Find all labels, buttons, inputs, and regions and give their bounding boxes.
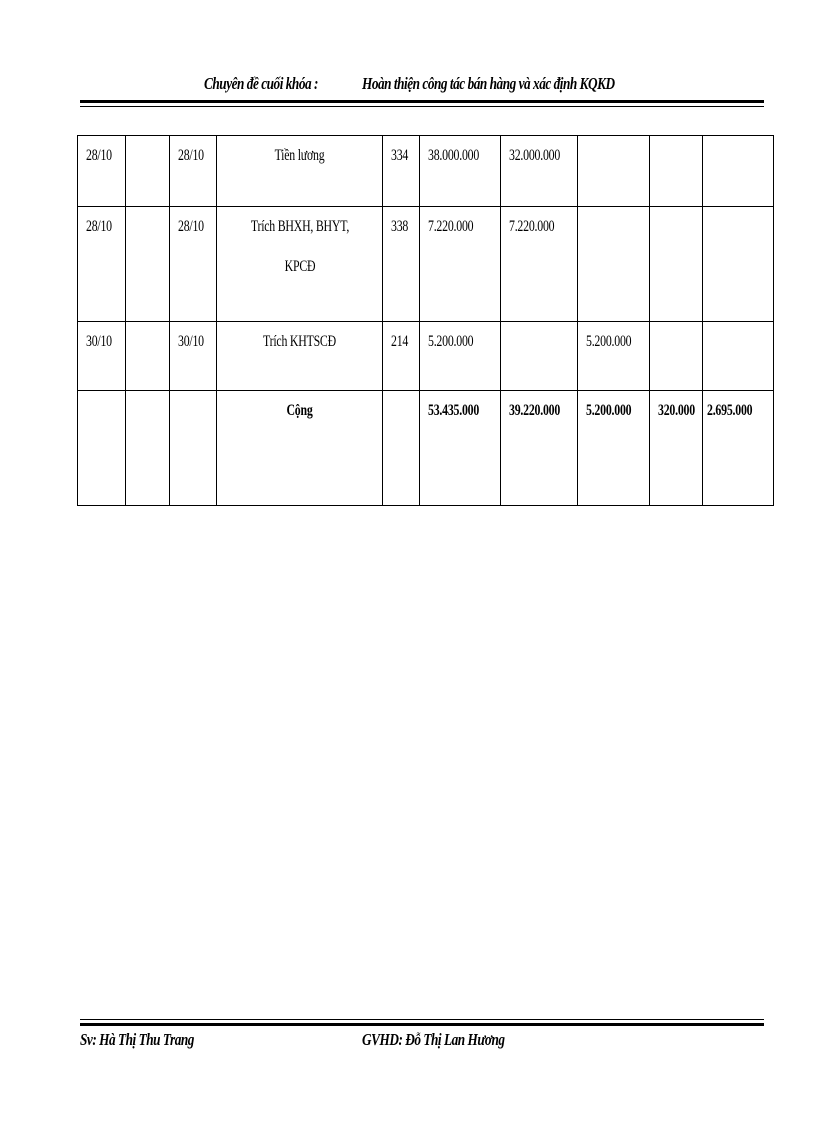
footer-student: Sv: Hà Thị Thu Trang bbox=[80, 1030, 194, 1049]
row-description: Trích KHTSCĐ bbox=[217, 322, 383, 391]
row-date: 28/10 bbox=[78, 207, 126, 322]
row-date-2: 28/10 bbox=[170, 207, 217, 322]
row-value-3 bbox=[650, 136, 703, 207]
total-row bbox=[78, 391, 774, 506]
row-value-4 bbox=[703, 322, 774, 391]
total-row-value-2: 5.200.000 bbox=[578, 391, 650, 506]
row-value-2 bbox=[578, 207, 650, 322]
row-account: 338 bbox=[383, 207, 420, 322]
row-date-2: 30/10 bbox=[170, 322, 217, 391]
row-description: Tiền lương bbox=[217, 136, 383, 207]
row-total: 38.000.000 bbox=[420, 136, 501, 207]
row-value-2: 5.200.000 bbox=[578, 322, 650, 391]
total-row-total: 53.435.000 bbox=[420, 391, 501, 506]
table-row bbox=[78, 322, 774, 391]
total-row-value-3: 320.000 bbox=[650, 391, 703, 506]
total-row-blank-2 bbox=[126, 391, 170, 506]
total-row-value-4: 2.695.000 bbox=[703, 391, 774, 506]
row-value-1: 7.220.000 bbox=[501, 207, 578, 322]
table-row bbox=[78, 207, 774, 322]
row-value-2 bbox=[578, 136, 650, 207]
row-value-3 bbox=[650, 207, 703, 322]
ledger-table bbox=[77, 135, 774, 506]
header-rule-thin bbox=[80, 106, 764, 107]
footer-rule-thin bbox=[80, 1019, 764, 1020]
total-row-blank-4 bbox=[383, 391, 420, 506]
row-value-1 bbox=[501, 322, 578, 391]
row-date: 30/10 bbox=[78, 322, 126, 391]
header-rule-thick bbox=[80, 100, 764, 103]
row-blank bbox=[126, 322, 170, 391]
header-title: Hoàn thiện công tác bán hàng và xác định KQKD bbox=[362, 74, 615, 93]
total-row-blank-1 bbox=[78, 391, 126, 506]
row-blank bbox=[126, 136, 170, 207]
row-date: 28/10 bbox=[78, 136, 126, 207]
row-account: 214 bbox=[383, 322, 420, 391]
row-account: 334 bbox=[383, 136, 420, 207]
row-description: Trích BHXH, BHYT, KPCĐ bbox=[217, 207, 383, 322]
table-row bbox=[78, 136, 774, 207]
row-value-3 bbox=[650, 322, 703, 391]
header-topic-label: Chuyên đề cuối khóa : bbox=[204, 74, 318, 93]
total-row-value-1: 39.220.000 bbox=[501, 391, 578, 506]
row-value-1: 32.000.000 bbox=[501, 136, 578, 207]
total-row-label: Cộng bbox=[217, 391, 383, 506]
page-header bbox=[80, 74, 764, 100]
footer-advisor: GVHD: Đỗ Thị Lan Hương bbox=[362, 1030, 505, 1049]
row-blank bbox=[126, 207, 170, 322]
total-row-blank-3 bbox=[170, 391, 217, 506]
row-date-2: 28/10 bbox=[170, 136, 217, 207]
row-total: 5.200.000 bbox=[420, 322, 501, 391]
row-total: 7.220.000 bbox=[420, 207, 501, 322]
footer-rule-thick bbox=[80, 1023, 764, 1026]
row-value-4 bbox=[703, 207, 774, 322]
row-value-4 bbox=[703, 136, 774, 207]
